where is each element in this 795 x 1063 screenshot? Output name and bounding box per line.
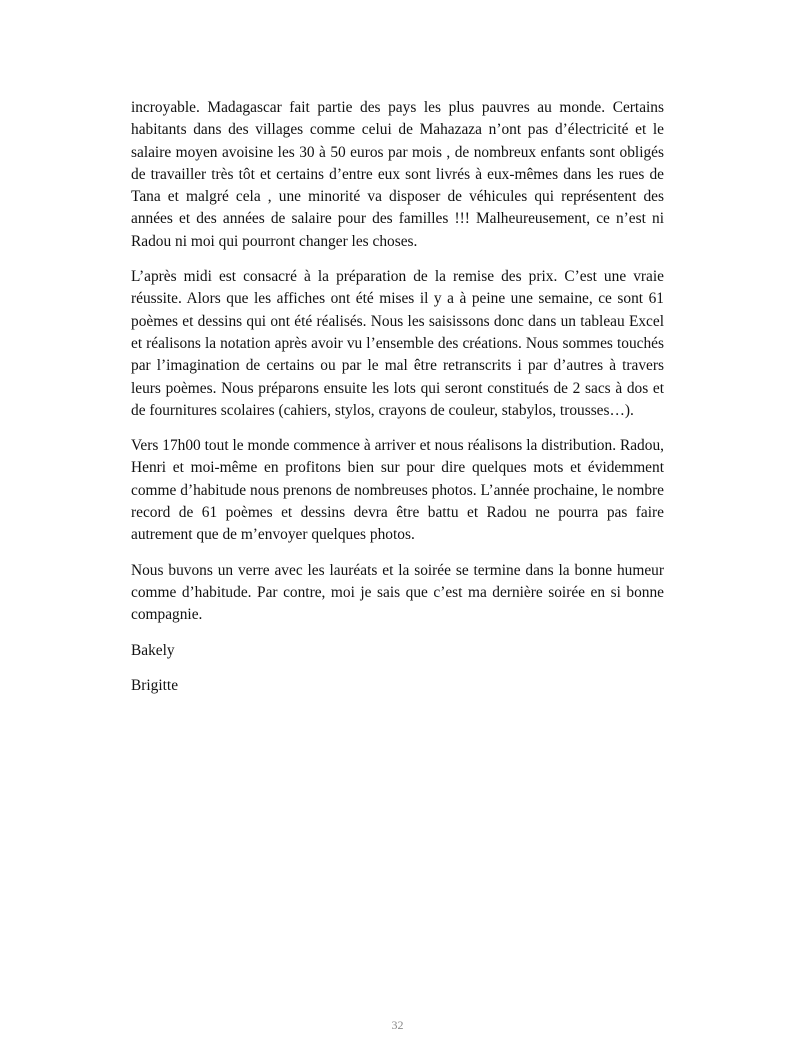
- page-body: [131, 97, 664, 710]
- paragraph-prize-preparation: L’après midi est consacré à la préparation de la remise des prix. C’est une vraie réussite. Alors que les affiches ont été mises il y a à peine une semaine, ce sont 61 poèmes et dessins qui ont été réalisés. Nous les saisissons donc dans un tableau Excel et réalisons la notation après avoir vu l’ensemble des créations. Nous sommes touchés par l’imagination de certains ou par le mal être retranscrits i par d’autres à travers leurs poèmes. Nous préparons ensuite les lots qui seront constitués de 2 sacs à dos et de fournitures scolaires (cahiers, stylos, crayons de couleur, stabylos, trousses…).: [131, 268, 664, 419]
- paragraph-poverty: incroyable. Madagascar fait partie des pays les plus pauvres au monde. Certains habitants dans des villages comme celui de Mahazaza n’ont pas d’électricité et le salaire moyen avoisine les 30 à 50 euros par mois , de nombreux enfants sont obligés de travailler très tôt et certains d’entre eux sont livrés à eux-mêmes dans les rues de Tana et malgré cela , une minorité va disposer de véhicules qui représentent des années et des années de salaire pour des familles !!! Malheureusement, ce n’est ni Radou ni moi qui pourront changer les choses.: [131, 99, 664, 250]
- paragraph-distribution: Vers 17h00 tout le monde commence à arriver et nous réalisons la distribution. Radou, Henri et moi-même en profitons bien sur pour dire quelques mots et évidemment comme d’habitude nous prenons de nombreuses photos. L’année prochaine, le nombre record de 61 poèmes et dessins devra être battu et Radou ne pourra pas faire autrement que de m’envoyer quelques photos.: [131, 437, 664, 544]
- signoff: Bakely: [131, 641, 175, 659]
- author-name: Brigitte: [131, 676, 179, 694]
- paragraph-evening: Nous buvons un verre avec les lauréats et la soirée se termine dans la bonne humeur comme d’habitude. Par contre, moi je sais que c’est ma dernière soirée en si bonne compagnie.: [131, 561, 664, 624]
- page-number: 32: [391, 1018, 404, 1032]
